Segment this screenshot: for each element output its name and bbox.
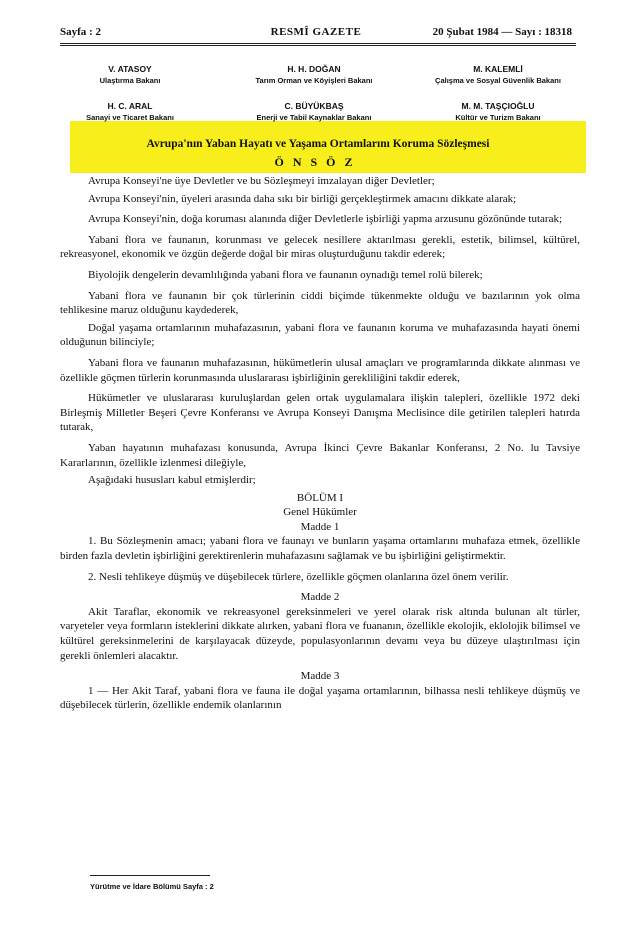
article-heading: Madde 3: [300, 670, 340, 683]
minister-signature: [398, 63, 598, 87]
minister-name: M. M. TAŞÇIOĞLU: [461, 101, 535, 111]
article-heading: Madde 1: [300, 520, 340, 533]
minister-name: C. BÜYÜKBAŞ: [284, 101, 344, 111]
minister-title: Sanayi ve Ticaret Bakanı: [86, 113, 174, 122]
preamble-paragraph: Biyolojik dengelerin devamlılığında yabani flora ve faunanın oynadığı temel rolü bilerek;: [88, 268, 483, 281]
minister-name: H. C. ARAL: [107, 101, 153, 111]
newspaper-name: RESMÎ GAZETE: [270, 26, 362, 38]
minister-signature: [30, 63, 230, 87]
footer-rule: [90, 875, 210, 876]
part-heading: BÖLÜM I: [296, 491, 344, 504]
part-title: Genel Hükümler: [283, 506, 357, 519]
preamble-paragraph: Doğal yaşama ortamlarının muhafazasının, yabani flora ve faunanın koruma ve muhafazasında hayati önemi olduğunun bilinciyle;: [60, 321, 580, 349]
minister-name: M. KALEMLİ: [473, 64, 523, 74]
convention-title: Avrupa'nın Yaban Hayatı ve Yaşama Ortamlarını Koruma Sözleşmesi: [146, 138, 490, 150]
minister-title: Çalışma ve Sosyal Güvenlik Bakanı: [435, 76, 561, 85]
minister-name: V. ATASOY: [108, 64, 152, 74]
minister-signature: [398, 100, 598, 124]
minister-title: Enerji ve Tabiî Kaynaklar Bakanı: [256, 113, 372, 122]
preamble-paragraph: Avrupa Konseyi'nin, üyeleri arasında daha sıkı bir birliği gerçekleştirmek amacını dikkate alarak;: [88, 192, 517, 205]
preamble-paragraph: Yabani flora ve faunanın muhafazasının, hükümetlerin ulusal amaçları ve programlarında dikkate alınması ve özellikle göçmen türlerin korunmasında uluslararası işbirliğinin gerekliliğini takdir ederek,: [60, 356, 580, 384]
preamble-paragraph: Yabani flora ve faunanın, korunması ve gelecek nesillere aktarılması gerekli, estetik, bilimsel, kültürel, rekreasyonel, ekonomik ve özgün değerde doğal bir miras oluşturduğunu takdir ederek;: [60, 233, 580, 261]
page-header: [60, 26, 572, 42]
header-rule-double: [60, 45, 576, 46]
article-heading: Madde 2: [300, 591, 340, 604]
preface-heading: ÖNSÖZ: [274, 155, 362, 169]
issue-date: 20 Şubat 1984 — Sayı : 18318: [432, 26, 572, 38]
preamble-paragraph: Aşağıdaki hususları kabul etmişlerdir;: [88, 474, 256, 487]
article-paragraph: Akit Taraflar, ekonomik ve rekreasyonel gereksinmeleri ve yerel olarak risk altında bulunan alt türler, varyeteler veya formların isteklerini dikkate alırken, yabani flora ve fuananın, özellikle ekolojik, eklolojik bilimsel ve kültürel gereksinmelerini de karşılayacak düzeyde, populasyonlarının devamı veya bu düzeye ulaştırılması için gerekli önlemleri alacaktır.: [60, 605, 580, 662]
minister-title: Kültür ve Turizm Bakanı: [455, 113, 541, 122]
preamble-paragraph: Yabani flora ve faunanın bir çok türlerinin ciddi biçimde tükenmekte olduğu ve bazılarının yok olma tehlikesine maruz olduğunu kaydederek,: [60, 289, 580, 317]
article-paragraph: 1 — Her Akit Taraf, yabani flora ve fauna ile doğal yaşama ortamlarının, bilhassa nesli tehlikeye düşmüş ve düşebilecek türlerin, özellikle endemik olanlarının: [60, 684, 580, 712]
minister-signature: [214, 100, 414, 124]
footer-text: Yürütme ve İdare Bölümü Sayfa : 2: [90, 882, 214, 891]
preamble-paragraph: Avrupa Konseyi'ne üye Devletler ve bu Sözleşmeyi imzalayan diğer Devletler;: [88, 175, 435, 187]
preamble-paragraph: Avrupa Konseyi'nin, doğa koruması alanında diğer Devletlerle işbirliği yapma arzusunu gözönünde tutarak;: [88, 213, 563, 226]
preamble-paragraph: Hükümetler ve uluslararası kuruluşlardan gelen ortak uygulamalara ilişkin talepleri, özellikle 1972 deki Birleşmiş Milletler Beşeri Çevre Konferansı ve Avrupa Konseyi Danışma Meclisince dile getirilen talepleri hatırda tutarak,: [60, 392, 580, 434]
minister-title: Ulaştırma Bakanı: [99, 76, 161, 85]
preamble-paragraph: Yaban hayatının muhafazası konusunda, Avrupa İkinci Çevre Bakanlar Konferansı, 2 No. lu Tavsiye Kararlarının, özellikle izlenmesi dileğiyle,: [60, 441, 580, 469]
page-number: Sayfa : 2: [60, 26, 101, 38]
minister-signature: [30, 100, 230, 124]
header-rule: [60, 43, 576, 44]
article-paragraph: 2. Nesli tehlikeye düşmüş ve düşebilecek türlere, özellikle göçmen olanlarına özel önem verilir.: [88, 570, 509, 583]
minister-name: H. H. DOĞAN: [287, 64, 341, 74]
article-paragraph: 1. Bu Sözleşmenin amacı; yabani flora ve faunayı ve bunların yaşama ortamlarını muhafaza etmek, özellikle birden fazla devletin işbirliğini gerektirenlerin muhafazasını sağlamak ve bu işbirliğini geliştirmektir.: [60, 535, 580, 563]
minister-signature: [214, 63, 414, 87]
document-body: [60, 174, 580, 716]
minister-title: Tarım Orman ve Köyişleri Bakanı: [255, 76, 373, 85]
